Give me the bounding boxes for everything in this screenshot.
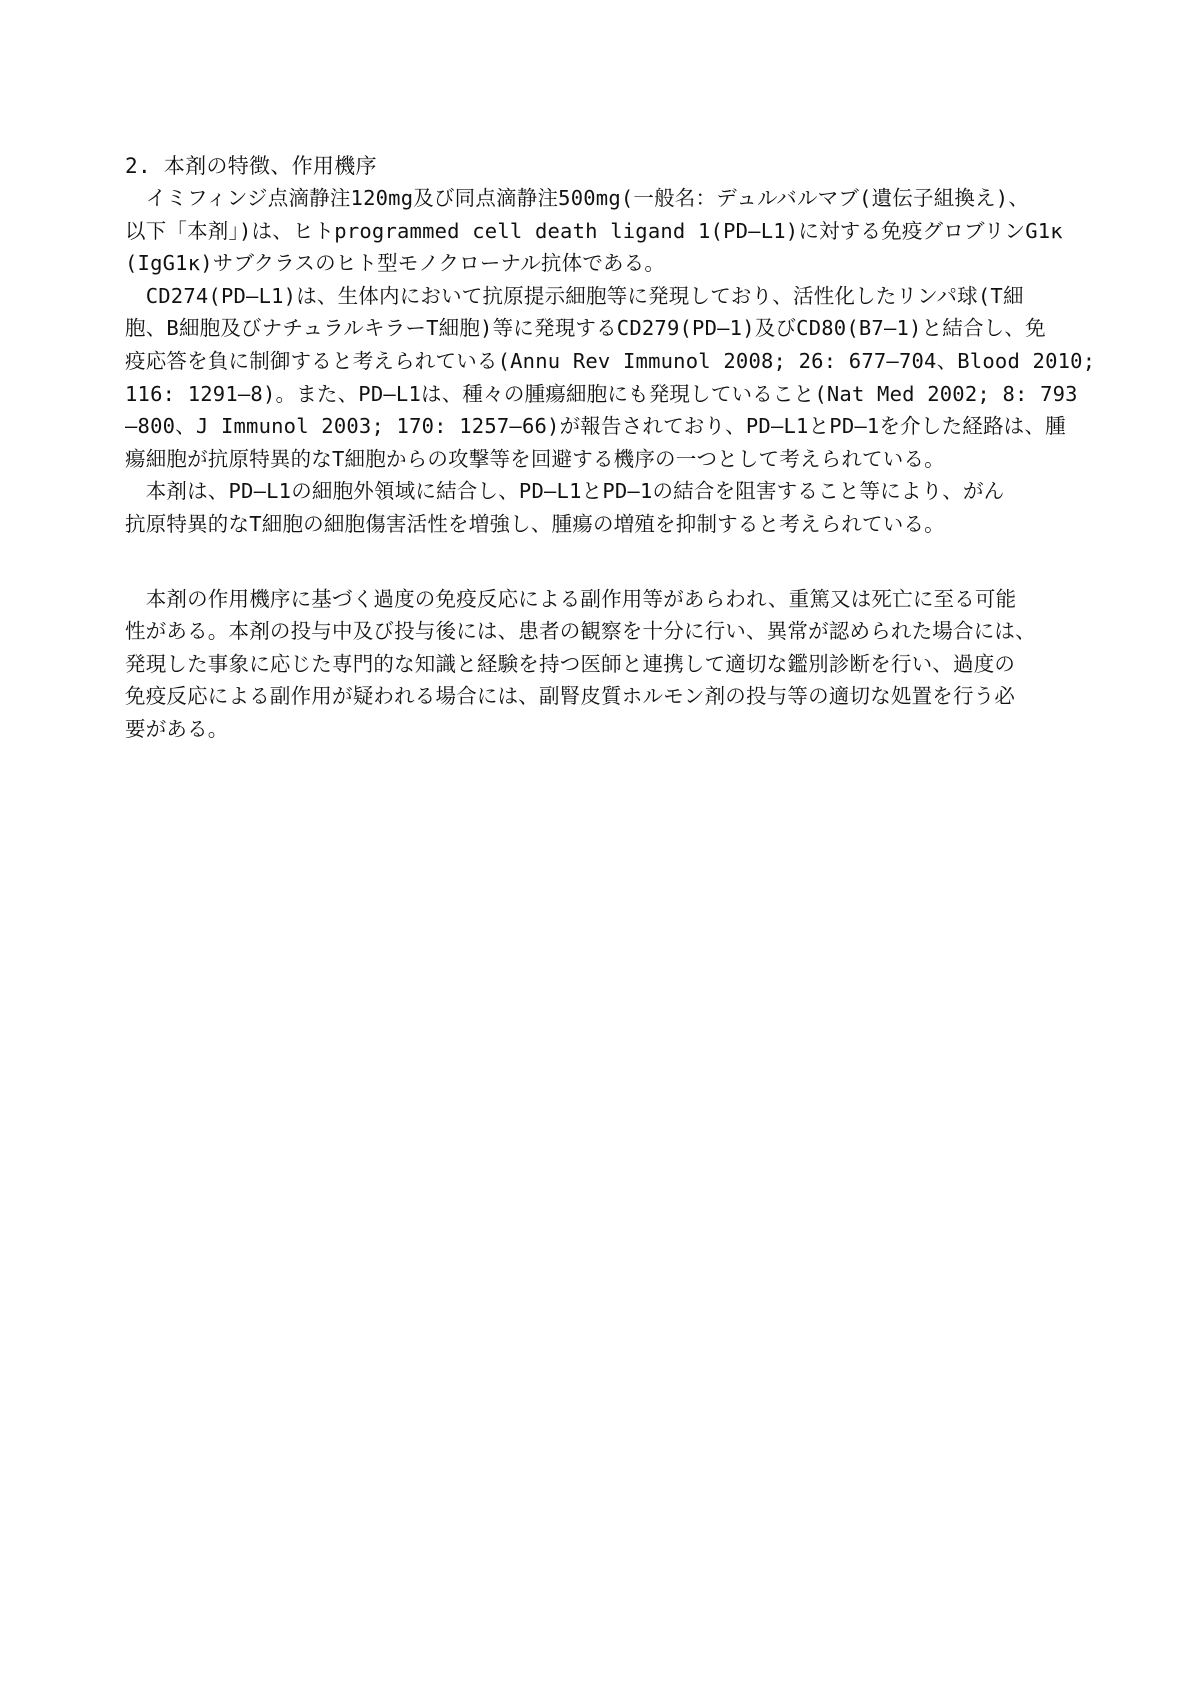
text-line: 本剤は、PD—L1の細胞外領域に結合し、PD—L1とPD—1の結合を阻害すること等により、がん bbox=[125, 479, 1005, 504]
section-heading: 2. 本剤の特徴、作用機序 bbox=[125, 154, 377, 178]
text-line: (IgG1κ)サブクラスのヒト型モノクローナル抗体である。 bbox=[125, 251, 666, 276]
text-line: 瘍細胞が抗原特異的なT細胞からの攻撃等を回避する機序の一つとして考えられている。 bbox=[125, 446, 945, 471]
text-line: —800、J Immunol 2003; 170: 1257—66)が報告されており、PD—L1とPD—1を介した経路は、腫 bbox=[125, 414, 1066, 439]
text-line: 本剤の作用機序に基づく過度の免疫反応による副作用等があらわれ、重篤又は死亡に至る可能 bbox=[125, 586, 1017, 611]
text-line: CD274(PD—L1)は、生体内において抗原提示細胞等に発現しており、活性化したリンパ球(T細 bbox=[125, 283, 1024, 308]
paragraph-spacer bbox=[125, 541, 1057, 583]
text-line: イミフィンジ点滴静注120mg及び同点滴静注500mg(一般名：デュルバルマブ(遺伝子組換え)、 bbox=[125, 186, 1030, 210]
text-line: 性がある。本剤の投与中及び投与後には、患者の観察を十分に行い、異常が認められた場合には、 bbox=[125, 619, 1036, 644]
text-line: 免疫反応による副作用が疑われる場合には、副腎皮質ホルモン剤の投与等の適切な処置を行う必 bbox=[125, 684, 1016, 709]
paragraph-product-description bbox=[125, 182, 1063, 280]
paragraph-mechanism-of-action bbox=[125, 475, 1057, 540]
document-body bbox=[125, 150, 1096, 746]
text-line: 要がある。 bbox=[125, 716, 229, 741]
text-line: 以下「本剤」)は、ヒトprogrammed cell death ligand 1(PD—L1)に対する免疫グロブリンG1κ bbox=[125, 218, 1063, 243]
text-line: 疫応答を負に制御すると考えられている(Annu Rev Immunol 2008; 26: 677—704、Blood 2010; bbox=[125, 348, 1096, 373]
paragraph-adverse-reactions bbox=[125, 583, 1057, 746]
text-line: 抗原特異的なT細胞の細胞傷害活性を増強し、腫瘍の増殖を抑制すると考えられている。 bbox=[125, 511, 945, 536]
text-line: 発現した事象に応じた専門的な知識と経験を持つ医師と連携して適切な鑑別診断を行い、過度の bbox=[125, 651, 1016, 676]
text-line: 116: 1291—8)。また、PD—L1は、種々の腫瘍細胞にも発現していること(Nat Med 2002; 8: 793 bbox=[125, 381, 1078, 406]
paragraph-pd-l1-background bbox=[125, 280, 1096, 476]
text-line: 胞、B細胞及びナチュラルキラーT細胞)等に発現するCD279(PD—1)及びCD80(B7—1)と結合し、免 bbox=[125, 316, 1046, 341]
